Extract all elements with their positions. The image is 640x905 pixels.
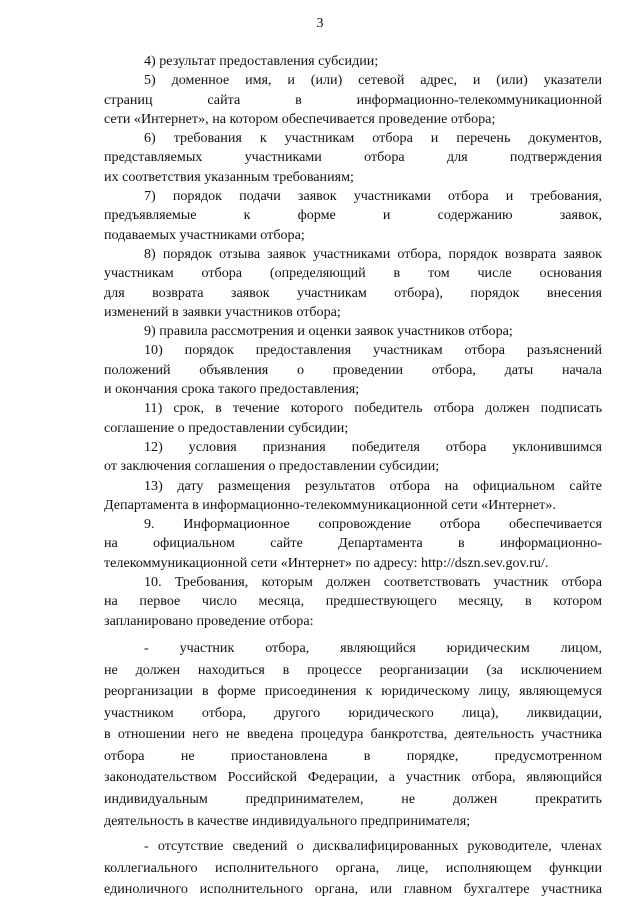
page-number: 3: [316, 15, 324, 31]
paragraph: [104, 245, 602, 322]
paragraph: [104, 399, 602, 438]
text-line: индивидуальным предпринимателем, не должен прекратить: [104, 791, 602, 808]
text-line: 13) дату размещения результатов отбора на официальном сайте: [144, 477, 602, 494]
text-line: 12) условия признания победителя отбора уклонившимся: [144, 438, 602, 455]
text-line: реорганизации в форме присоединения к юридическому лицу, являющемуся: [104, 683, 602, 700]
text-line: коллегиального исполнительного органа, лице, исполняющем функции: [104, 859, 602, 876]
paragraph: [104, 638, 602, 832]
text-line: - отсутствие сведений о дисквалифицированных руководителе, членах: [144, 838, 602, 855]
paragraph: [104, 341, 602, 399]
text-line: сети «Интернет», на котором обеспечивается проведение отбора;: [104, 110, 496, 127]
text-line: деятельность в качестве индивидуального предпринимателя;: [104, 812, 471, 829]
text-line: 9) правила рассмотрения и оценки заявок участников отбора;: [144, 323, 513, 340]
text-line: их соответствия указанным требованиям;: [104, 168, 354, 185]
paragraph: [104, 836, 602, 901]
text-line: 8) порядок отзыва заявок участниками отбора, порядок возврата заявок: [144, 245, 602, 262]
text-line: от заключения соглашения о предоставлении субсидии;: [104, 458, 440, 475]
text-line: 6) требования к участникам отбора и перечень документов,: [144, 130, 602, 147]
regulation-list: [104, 52, 602, 631]
text-line: представляемых участниками отбора для подтверждения: [104, 149, 602, 166]
text-line: в отношении него не введена процедура банкротства, деятельность участника: [104, 726, 602, 743]
paragraph: [104, 52, 602, 71]
text-line: предъявляемые к форме и содержанию заявок,: [104, 207, 602, 224]
text-line: положений объявления о проведении отбора, даты начала: [104, 361, 602, 378]
text-line: 4) результат предоставления субсидии;: [144, 53, 379, 69]
text-line: Департамента в информационно-телекоммуникационной сети «Интернет».: [104, 496, 556, 513]
text-line: для возврата заявок участникам отбора), порядок внесения: [104, 284, 602, 301]
text-line: 10. Требования, которым должен соответствовать участник отбора: [144, 574, 602, 591]
text-line: запланировано проведение отбора:: [104, 612, 314, 629]
text-line: - участник отбора, являющийся юридическим лицом,: [144, 639, 602, 656]
text-line: страниц сайта в информационно-телекоммуникационной: [104, 91, 602, 108]
paragraph: [104, 438, 602, 477]
text-line: 9. Информационное сопровождение отбора обеспечивается: [144, 516, 602, 533]
text-line: и окончания срока такого предоставления;: [104, 381, 360, 398]
text-line: изменений в заявки участников отбора;: [104, 303, 341, 320]
text-line: не должен находиться в процессе реорганизации (за исключением: [104, 661, 602, 678]
participant-requirements: [104, 638, 602, 901]
text-line: единоличного исполнительного органа, или главном бухгалтере участника: [104, 881, 602, 898]
paragraph: [104, 477, 602, 516]
text-line: на первое число месяца, предшествующего месяцу, в котором: [104, 593, 602, 610]
paragraph: [104, 573, 602, 631]
text-line: 7) порядок подачи заявок участниками отбора и требования,: [144, 188, 602, 205]
text-line: отбора не приостановлена в порядке, предусмотренном: [104, 747, 602, 764]
paragraph: [104, 71, 602, 129]
text-line: телекоммуникационной сети «Интернет» по адресу: http://dszn.sev.gov.ru/.: [104, 554, 549, 571]
text-line: 10) порядок предоставления участникам отбора разъяснений: [144, 342, 602, 359]
paragraph: [104, 515, 602, 573]
text-line: участником отбора, другого юридического лица), ликвидации,: [104, 704, 602, 721]
text-line: соглашение о предоставлении субсидии;: [104, 419, 349, 436]
paragraph: [104, 129, 602, 187]
document-body: [104, 52, 602, 901]
text-line: на официальном сайте Департамента в информационно-: [104, 535, 602, 552]
text-line: 5) доменное имя, и (или) сетевой адрес, и (или) указатели: [144, 72, 602, 89]
paragraph: [104, 187, 602, 245]
paragraph: [104, 322, 602, 341]
text-line: участникам отбора (определяющий в том числе основания: [104, 265, 602, 282]
text-line: законодательством Российской Федерации, а участник отбора, являющийся: [104, 769, 602, 786]
text-line: 11) срок, в течение которого победитель отбора должен подписать: [144, 400, 602, 417]
text-line: подаваемых участниками отбора;: [104, 226, 305, 243]
